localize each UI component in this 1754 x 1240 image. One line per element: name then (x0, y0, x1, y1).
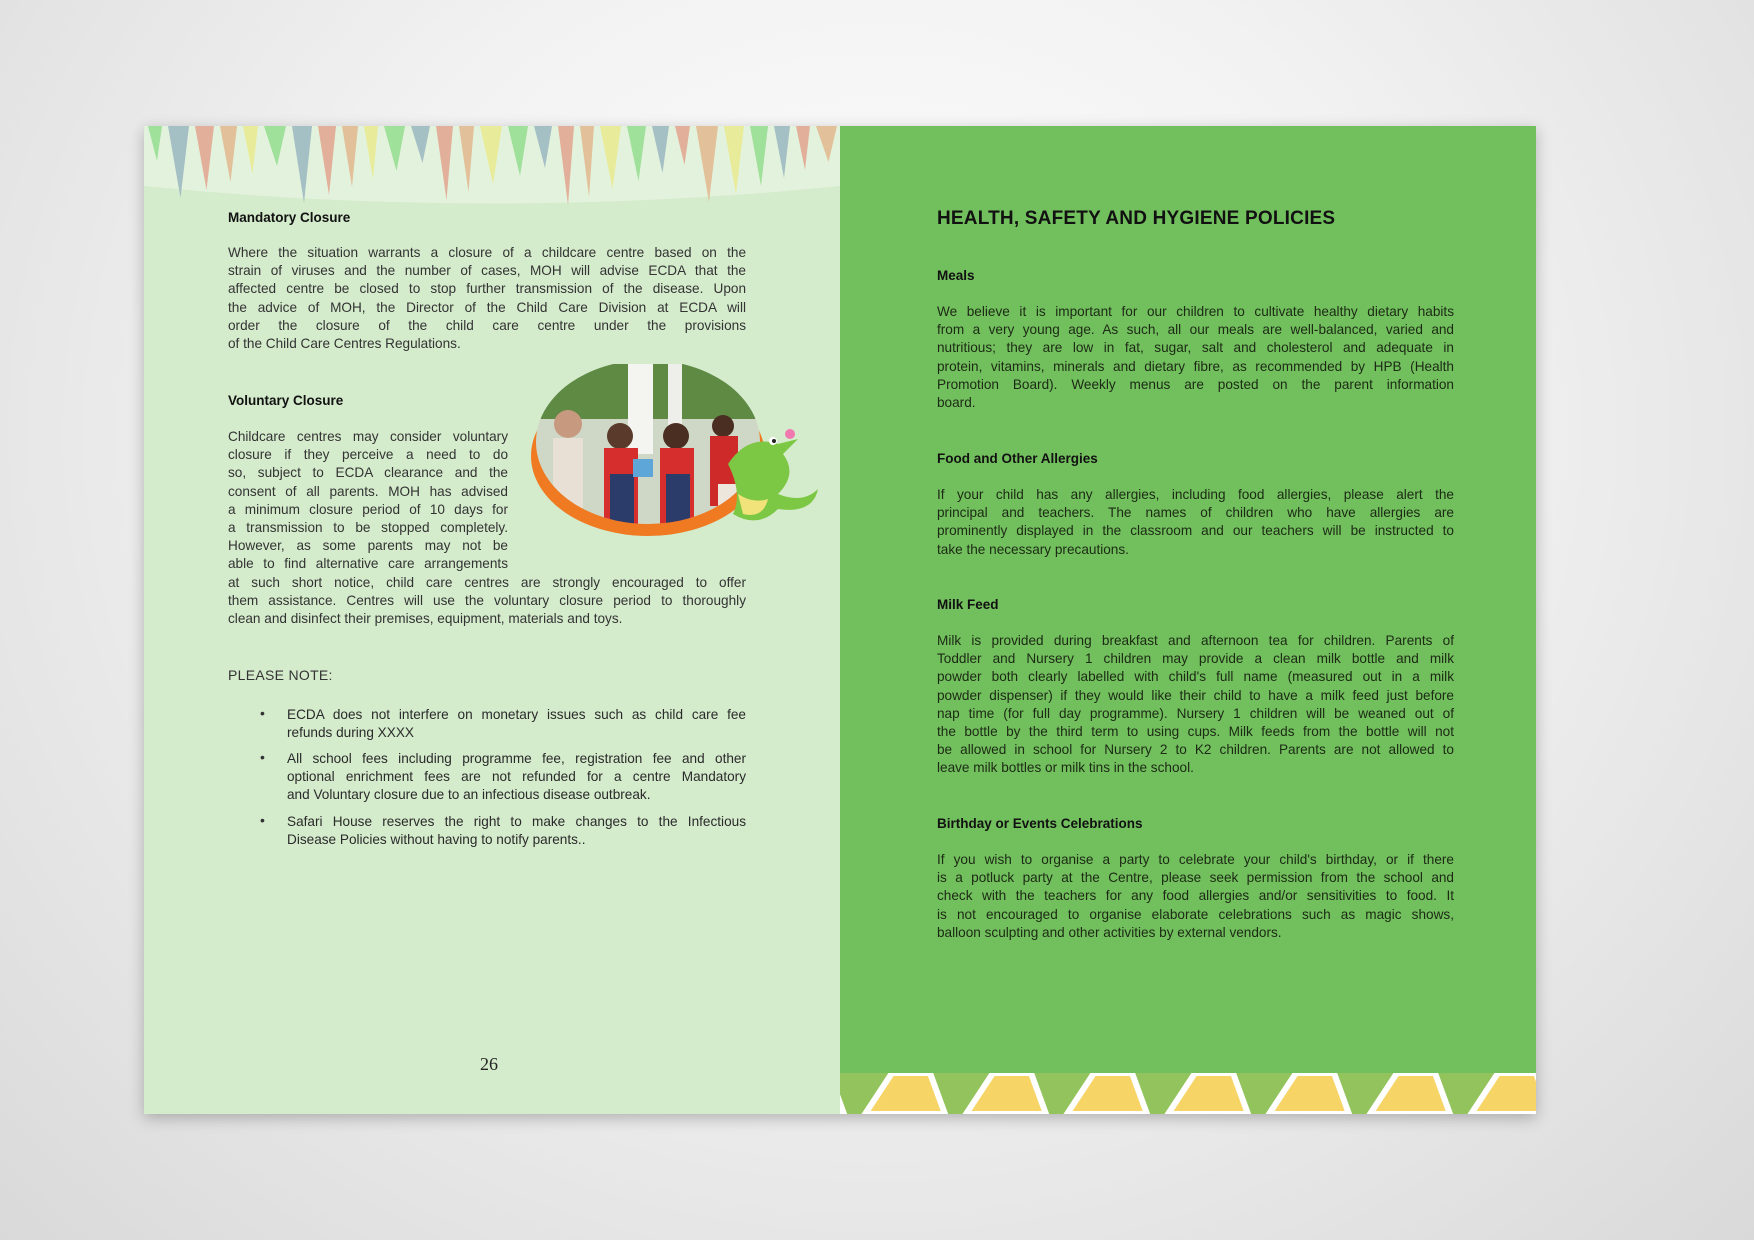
text-line: If you wish to organise a party to celebrate your child's birthday, or if there (937, 852, 1454, 867)
text-line: refunds during XXXX (287, 725, 414, 741)
text-line: from a very young age. As such, all our meals are well-balanced, varied and (937, 322, 1454, 338)
text-line: and Voluntary closure due to an infectious disease outbreak. (287, 787, 651, 803)
bullet-icon: • (260, 749, 265, 765)
section-heading: Food and Other Allergies (937, 451, 1098, 466)
text-line: If your child has any allergies, including food allergies, please alert the (937, 487, 1454, 502)
text-line: a transmission to be stopped completely. (228, 519, 508, 535)
mandatory-closure-paragraph (228, 244, 746, 353)
text-line: be allowed in school for Nursery 2 to K2 children. Parents are not allowed to (937, 742, 1454, 758)
text-line: so, subject to ECDA clearance and the (228, 465, 508, 481)
text-line: Promotion Board). Weekly menus are posted on the parent information (937, 376, 1454, 392)
text-line: Where the situation warrants a closure of a childcare centre based on the (228, 245, 746, 260)
page-title: HEALTH, SAFETY AND HYGIENE POLICIES (937, 208, 1336, 229)
text-line: protein, vitamins, minerals and dietary fibre, as recommended by HPB (Health (937, 358, 1454, 374)
text-line: board. (937, 394, 976, 410)
please-note-item (287, 813, 746, 849)
section-heading: Birthday or Events Celebrations (937, 816, 1143, 831)
text-line: nap time (for full day programme). Nursery 1 children will be weaned out of (937, 705, 1454, 721)
text-line: a minimum closure period of 10 days for (228, 501, 508, 517)
text-line: strain of viruses and the number of cases, MOH will advise ECDA that the (228, 263, 746, 279)
section-paragraph (937, 632, 1454, 778)
text-line: principal and teachers. The names of children who have allergies are (937, 505, 1454, 521)
text-line: prominently displayed in the classroom and our teachers will be instructed to (937, 523, 1454, 539)
text-line: balloon sculpting and other activities by external vendors. (937, 924, 1282, 940)
voluntary-closure-paragraph-wide (228, 574, 746, 629)
bullet-icon: • (260, 812, 265, 828)
text-line: Disease Policies without having to notify parents.. (287, 832, 586, 848)
bullet-icon: • (260, 705, 265, 721)
text-line: the advice of MOH, the Director of the Child Care Division at ECDA will (228, 299, 746, 315)
text-line: able to find alternative care arrangements (228, 556, 508, 572)
voluntary-closure-heading: Voluntary Closure (228, 393, 344, 408)
text-line: ECDA does not interfere on monetary issues such as child care fee (287, 707, 746, 722)
mandatory-closure-heading: Mandatory Closure (228, 210, 351, 225)
text-line: We believe it is important for our children to cultivate healthy dietary habits (937, 304, 1454, 319)
section-paragraph (937, 303, 1454, 412)
text-line: All school fees including programme fee, registration fee and other (287, 751, 746, 766)
text-line: of the Child Care Centres Regulations. (228, 335, 461, 351)
booklet-spread (144, 126, 1536, 1114)
section-paragraph (937, 486, 1454, 559)
page-number: 26 (480, 1054, 498, 1074)
icicle-banner-decoration (144, 126, 840, 216)
text-line: check with the teachers for any food allergies and/or sensitivities to food. It (937, 888, 1454, 904)
text-line: take the necessary precautions. (937, 541, 1129, 557)
please-note-item (287, 750, 746, 805)
text-line: Safari House reserves the right to make changes to the Infectious (287, 814, 746, 829)
text-line: closure if they perceive a need to do (228, 447, 508, 463)
children-photo (528, 364, 818, 539)
section-paragraph (937, 851, 1454, 942)
text-line: clean and disinfect their premises, equipment, materials and toys. (228, 611, 623, 627)
text-line: at such short notice, child care centres are strongly encouraged to offer (228, 575, 746, 590)
triangle-pattern-decoration (840, 1073, 1536, 1114)
section-heading: Meals (937, 268, 975, 283)
section-heading: Milk Feed (937, 597, 999, 612)
text-line: them assistance. Centres will use the voluntary closure period to thoroughly (228, 593, 746, 609)
text-line: consent of all parents. MOH has advised (228, 483, 508, 499)
text-line: leave milk bottles or milk tins in the school. (937, 760, 1194, 776)
left-page (144, 126, 840, 1114)
right-page (840, 126, 1536, 1114)
text-line: powder both clearly labelled with child's full name (measured out in a milk (937, 669, 1454, 685)
voluntary-closure-paragraph-narrow (228, 428, 508, 574)
text-line: However, as some parents may not be (228, 538, 508, 554)
text-line: optional enrichment fees are not refunded for a centre Mandatory (287, 769, 746, 785)
text-line: Toddler and Nursery 1 children may provide a clean milk bottle and milk (937, 651, 1454, 667)
text-line: is not encouraged to organise elaborate celebrations such as magic shows, (937, 906, 1454, 922)
text-line: the bottle by the third term to using cups. Milk feeds from the bottle will not (937, 723, 1454, 739)
text-line: is a potluck party at the Centre, please seek permission from the school and (937, 870, 1454, 886)
please-note-item (287, 706, 746, 742)
text-line: order the closure of the child care centre under the provisions (228, 317, 746, 333)
please-note-label: PLEASE NOTE: (228, 667, 333, 683)
text-line: nutritious; they are low in fat, sugar, salt and cholesterol and adequate in (937, 340, 1454, 356)
text-line: Childcare centres may consider voluntary (228, 429, 508, 444)
text-line: Milk is provided during breakfast and afternoon tea for children. Parents of (937, 633, 1454, 648)
text-line: affected centre be closed to stop further transmission of the disease. Upon (228, 281, 746, 297)
text-line: powder dispenser) if they would like their child to have a milk feed just before (937, 687, 1454, 703)
